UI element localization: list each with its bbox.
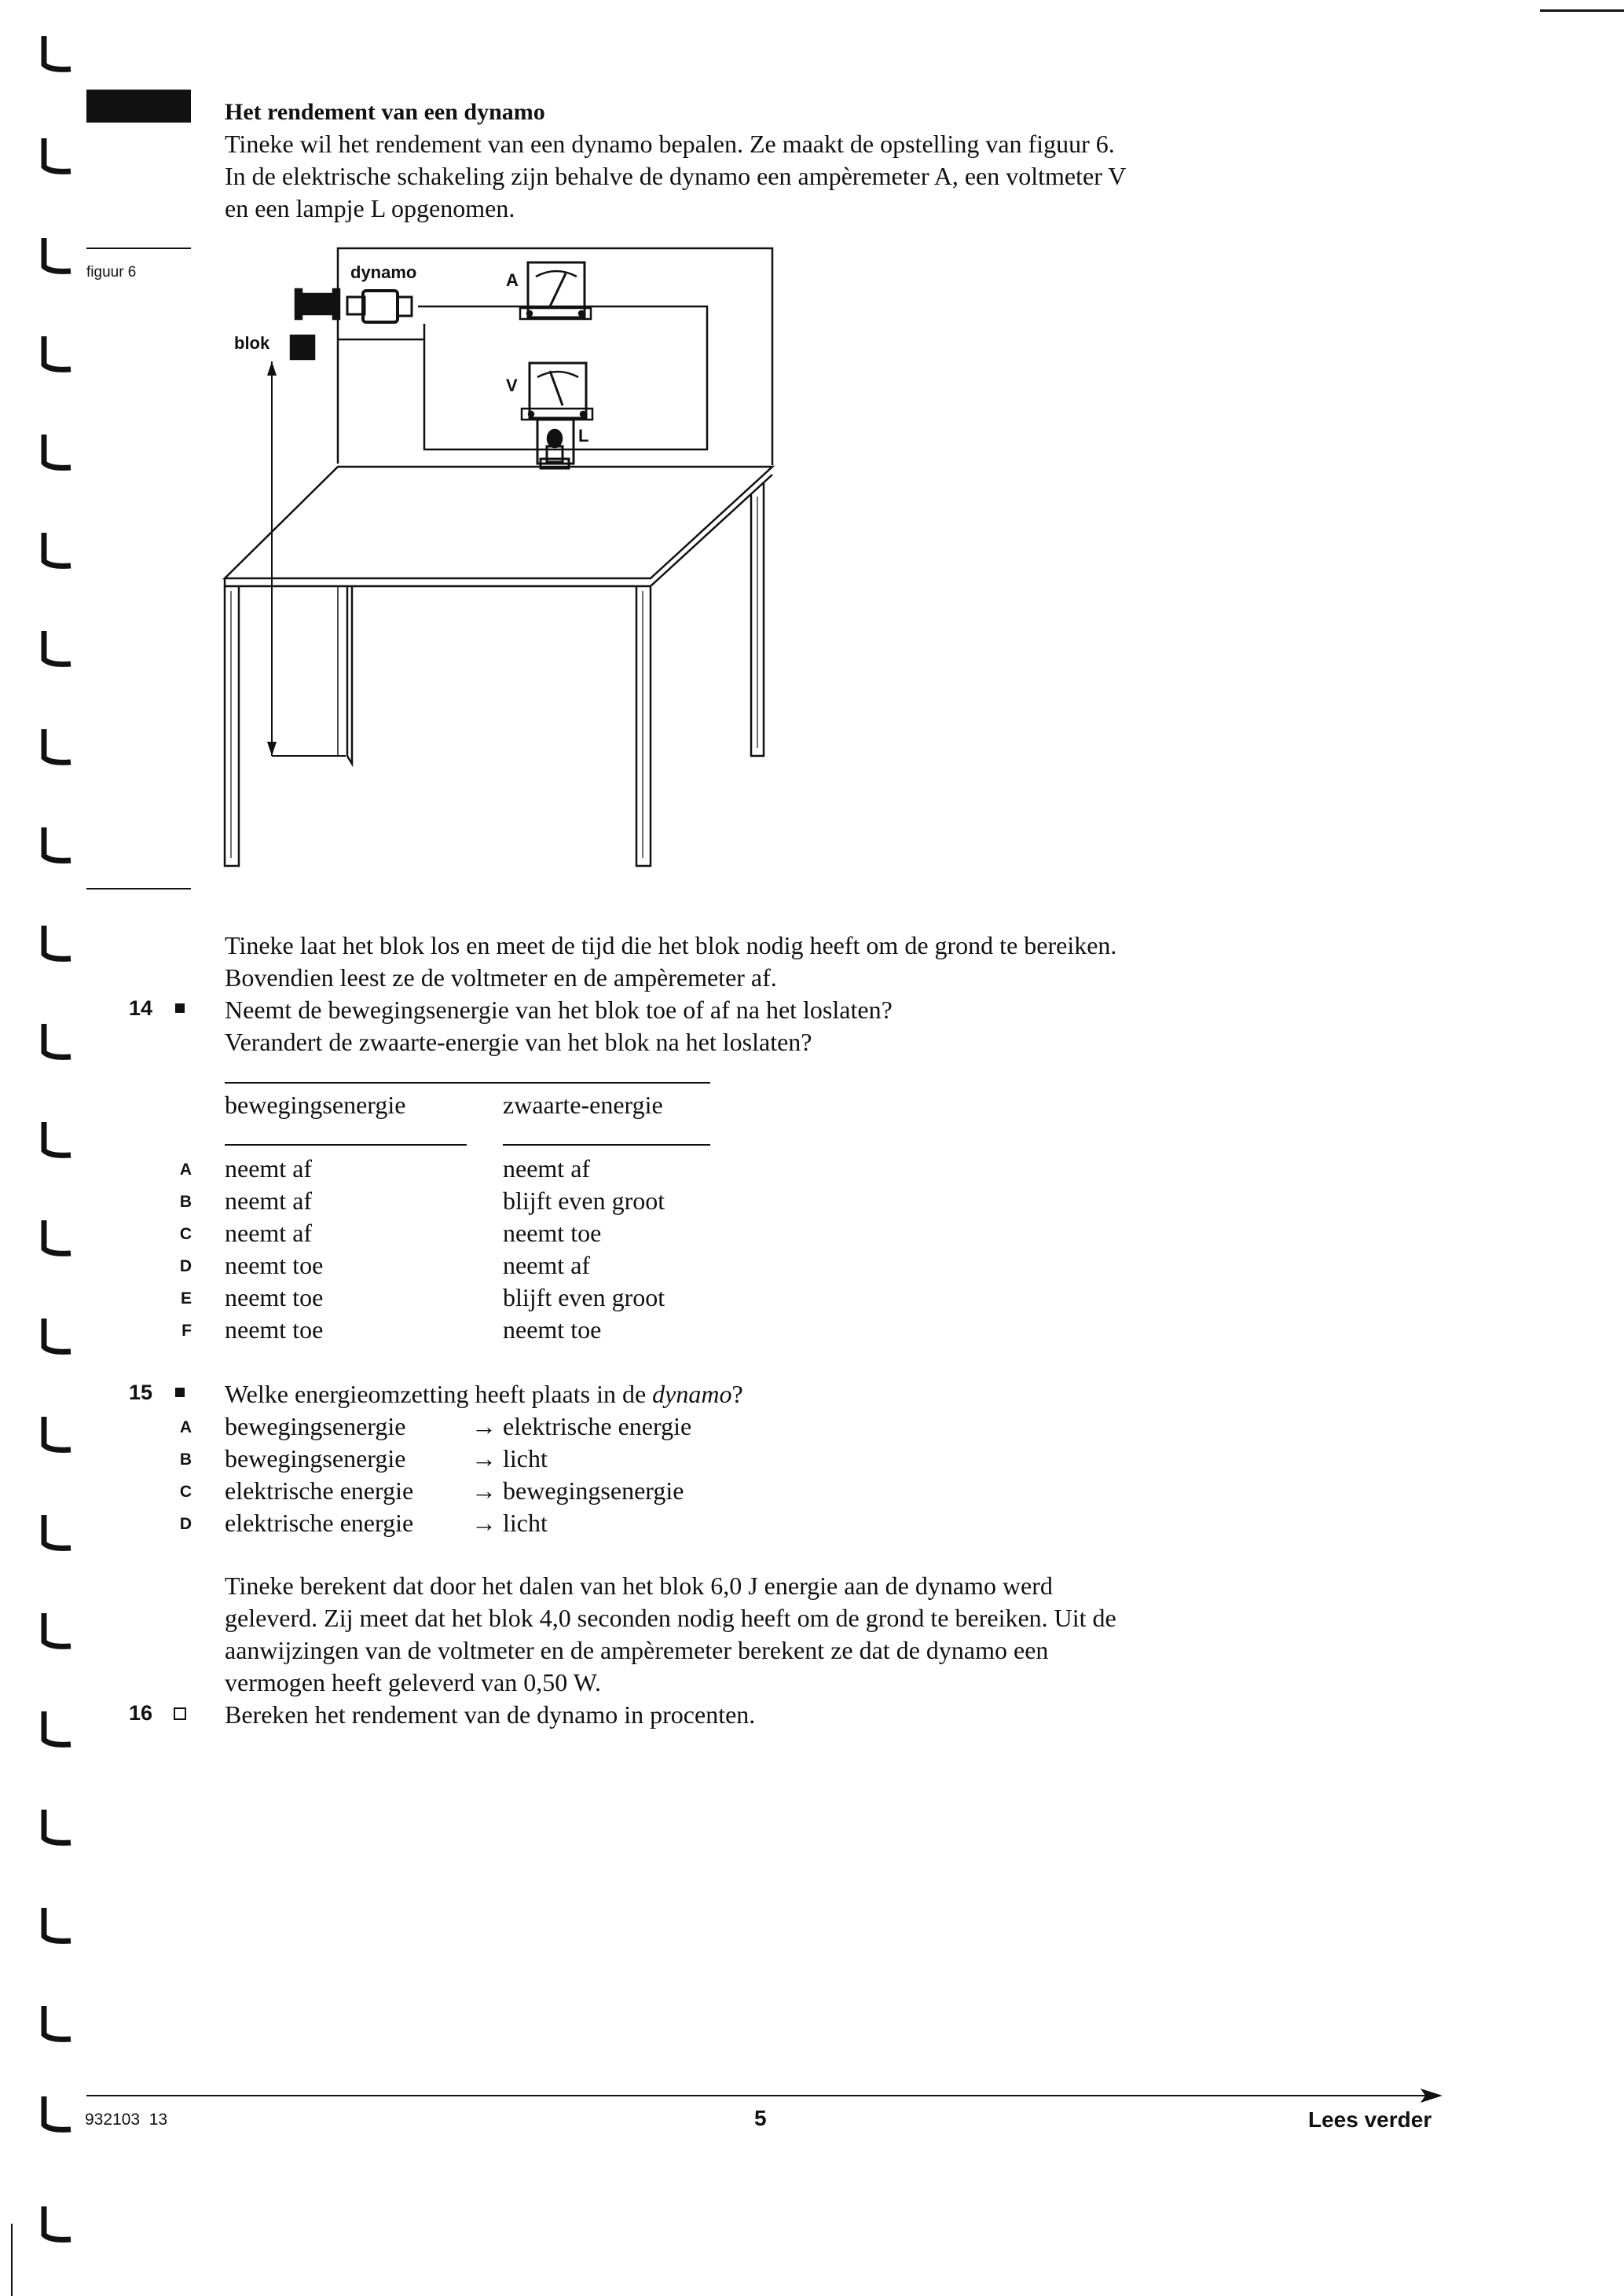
binding-hook-icon bbox=[35, 1116, 82, 1163]
option-letter: C bbox=[179, 1483, 192, 1501]
binding-hook-icon bbox=[35, 1803, 82, 1850]
table-rule-header bbox=[503, 1144, 710, 1146]
option-col2: blijft even groot bbox=[503, 1187, 665, 1215]
intro-line: Tineke wil het rendement van een dynamo bepalen. Ze maakt de opstelling van figuur 6. bbox=[225, 130, 1115, 158]
spool-icon bbox=[297, 294, 336, 314]
footer-rule bbox=[86, 2095, 1430, 2096]
option-col1: neemt toe bbox=[225, 1251, 324, 1279]
figure-caption-rule-top bbox=[86, 248, 191, 249]
option-to: elektrische energie bbox=[503, 1412, 692, 1440]
question-text-part: ? bbox=[731, 1380, 743, 1408]
table-leg bbox=[225, 586, 239, 866]
footer-code: 932103 13 bbox=[85, 2111, 168, 2129]
binding-hook-icon bbox=[35, 723, 82, 770]
table-header: zwaarte-energie bbox=[503, 1091, 663, 1119]
question-text-emphasis: dynamo bbox=[652, 1380, 732, 1408]
binding-hook-icon bbox=[35, 2200, 82, 2247]
option-letter: B bbox=[179, 1451, 192, 1469]
binding-hook-icon bbox=[35, 1214, 82, 1261]
binding-hook-icon bbox=[35, 919, 82, 966]
table-rule-top bbox=[225, 1082, 710, 1084]
option-letter: A bbox=[179, 1418, 192, 1436]
option-to: bewegingsenergie bbox=[503, 1476, 684, 1505]
para1-line: Tineke laat het blok los en meet de tijd die het blok nodig heeft om de grond te bereiken. bbox=[225, 931, 1117, 959]
option-from: bewegingsenergie bbox=[225, 1412, 406, 1440]
question-text: Neemt de bewegingsenergie van het blok toe of af na het loslaten? bbox=[225, 996, 893, 1024]
binding-hook-icon bbox=[35, 625, 82, 672]
arrow-icon: → bbox=[471, 1476, 497, 1505]
binding-hook-icon bbox=[35, 2090, 82, 2137]
option-letter: C bbox=[179, 1225, 192, 1243]
option-letter: D bbox=[179, 1515, 192, 1533]
table-rule-header bbox=[225, 1144, 467, 1146]
option-col1: neemt af bbox=[225, 1154, 313, 1183]
para2-line: vermogen heeft geleverd van 0,50 W. bbox=[225, 1668, 601, 1696]
section-heading: Het rendement van een dynamo bbox=[225, 99, 545, 125]
table-leg bbox=[347, 586, 352, 764]
option-from: bewegingsenergie bbox=[225, 1444, 406, 1473]
binding-hook-icon bbox=[35, 1410, 82, 1458]
block-icon bbox=[291, 336, 314, 359]
option-from: elektrische energie bbox=[225, 1509, 414, 1537]
section-marker bbox=[86, 90, 191, 123]
option-letter: A bbox=[179, 1161, 192, 1179]
closed-question-icon bbox=[175, 1388, 185, 1397]
binding-hook-icon bbox=[35, 1018, 82, 1065]
binding-hook-icon bbox=[35, 1705, 82, 1752]
page-number: 5 bbox=[754, 2106, 767, 2130]
figure-caption-rule-bottom bbox=[86, 888, 191, 889]
binding-hook-icon bbox=[35, 821, 82, 868]
margin-line bbox=[11, 2224, 13, 2296]
binding-hook-icon bbox=[35, 132, 82, 179]
question-text-part: Welke energieomzetting heeft plaats in de bbox=[225, 1380, 653, 1408]
intro-line: en een lampje L opgenomen. bbox=[225, 194, 515, 222]
label-dynamo: dynamo bbox=[350, 262, 417, 282]
arrow-icon: → bbox=[471, 1509, 497, 1537]
dynamo-icon bbox=[363, 291, 398, 322]
option-col2: blijft even groot bbox=[503, 1283, 665, 1311]
binding-hook-icon bbox=[35, 330, 82, 377]
option-col2: neemt toe bbox=[503, 1315, 602, 1344]
option-col2: neemt toe bbox=[503, 1219, 602, 1247]
binding-hook-icon bbox=[35, 30, 82, 77]
table-top bbox=[225, 467, 772, 578]
question-number: 16 bbox=[129, 1701, 153, 1725]
arrow-icon: → bbox=[471, 1444, 497, 1473]
table-leg bbox=[636, 586, 651, 866]
corner-mark bbox=[1540, 9, 1624, 12]
figure-caption: figuur 6 bbox=[86, 264, 137, 281]
question-number: 15 bbox=[129, 1381, 153, 1404]
option-col2: neemt af bbox=[503, 1251, 591, 1279]
binding-hook-icon bbox=[35, 2000, 82, 2047]
binding-hook-icon bbox=[35, 1902, 82, 1949]
option-letter: F bbox=[181, 1322, 192, 1340]
option-col1: neemt af bbox=[225, 1219, 313, 1247]
closed-question-icon bbox=[175, 1003, 185, 1013]
circuit-wire bbox=[418, 306, 707, 449]
option-to: licht bbox=[503, 1509, 548, 1537]
para2-line: Tineke berekent dat door het dalen van het blok 6,0 J energie aan de dynamo werd bbox=[225, 1572, 1053, 1600]
para2-line: geleverd. Zij meet dat het blok 4,0 seconden nodig heeft om de grond te bereiken. Uit de bbox=[225, 1604, 1116, 1632]
option-to: licht bbox=[503, 1444, 548, 1473]
question-text bbox=[225, 1378, 743, 1410]
option-col1: neemt af bbox=[225, 1187, 313, 1215]
binding-hook-icon bbox=[35, 1312, 82, 1359]
option-letter: B bbox=[179, 1193, 192, 1211]
binding-hook-icon bbox=[35, 526, 82, 574]
option-letter: D bbox=[179, 1257, 192, 1275]
para1-line: Bovendien leest ze de voltmeter en de ampèremeter af. bbox=[225, 963, 777, 992]
open-question-icon bbox=[174, 1707, 186, 1720]
label-lamp: L bbox=[578, 426, 589, 446]
label-ammeter: A bbox=[506, 270, 519, 290]
option-col1: neemt toe bbox=[225, 1315, 324, 1344]
arrow-icon: → bbox=[471, 1412, 497, 1440]
binding-hook-icon bbox=[35, 428, 82, 475]
figure-dynamo-setup bbox=[212, 245, 786, 874]
binding-hook-icon bbox=[35, 1607, 82, 1654]
continue-label: Lees verder bbox=[1308, 2107, 1432, 2132]
binding-hook-icon bbox=[35, 232, 82, 279]
para2-line: aanwijzingen van de voltmeter en de ampèremeter berekent ze dat de dynamo een bbox=[225, 1636, 1049, 1664]
table-header: bewegingsenergie bbox=[225, 1091, 406, 1119]
label-blok: blok bbox=[234, 333, 270, 353]
question-number: 14 bbox=[129, 996, 153, 1020]
label-voltmeter: V bbox=[506, 376, 518, 395]
option-col2: neemt af bbox=[503, 1154, 591, 1183]
question-text: Verandert de zwaarte-energie van het blok na het loslaten? bbox=[225, 1028, 812, 1056]
option-col1: neemt toe bbox=[225, 1283, 324, 1311]
question-text: Bereken het rendement van de dynamo in procenten. bbox=[225, 1700, 756, 1729]
footer-arrow-icon bbox=[1421, 2087, 1444, 2104]
option-from: elektrische energie bbox=[225, 1476, 414, 1505]
binding-hook-icon bbox=[35, 1509, 82, 1556]
intro-line: In de elektrische schakeling zijn behalve de dynamo een ampèremeter A, een voltmeter V bbox=[225, 162, 1127, 190]
option-letter: E bbox=[180, 1289, 192, 1308]
